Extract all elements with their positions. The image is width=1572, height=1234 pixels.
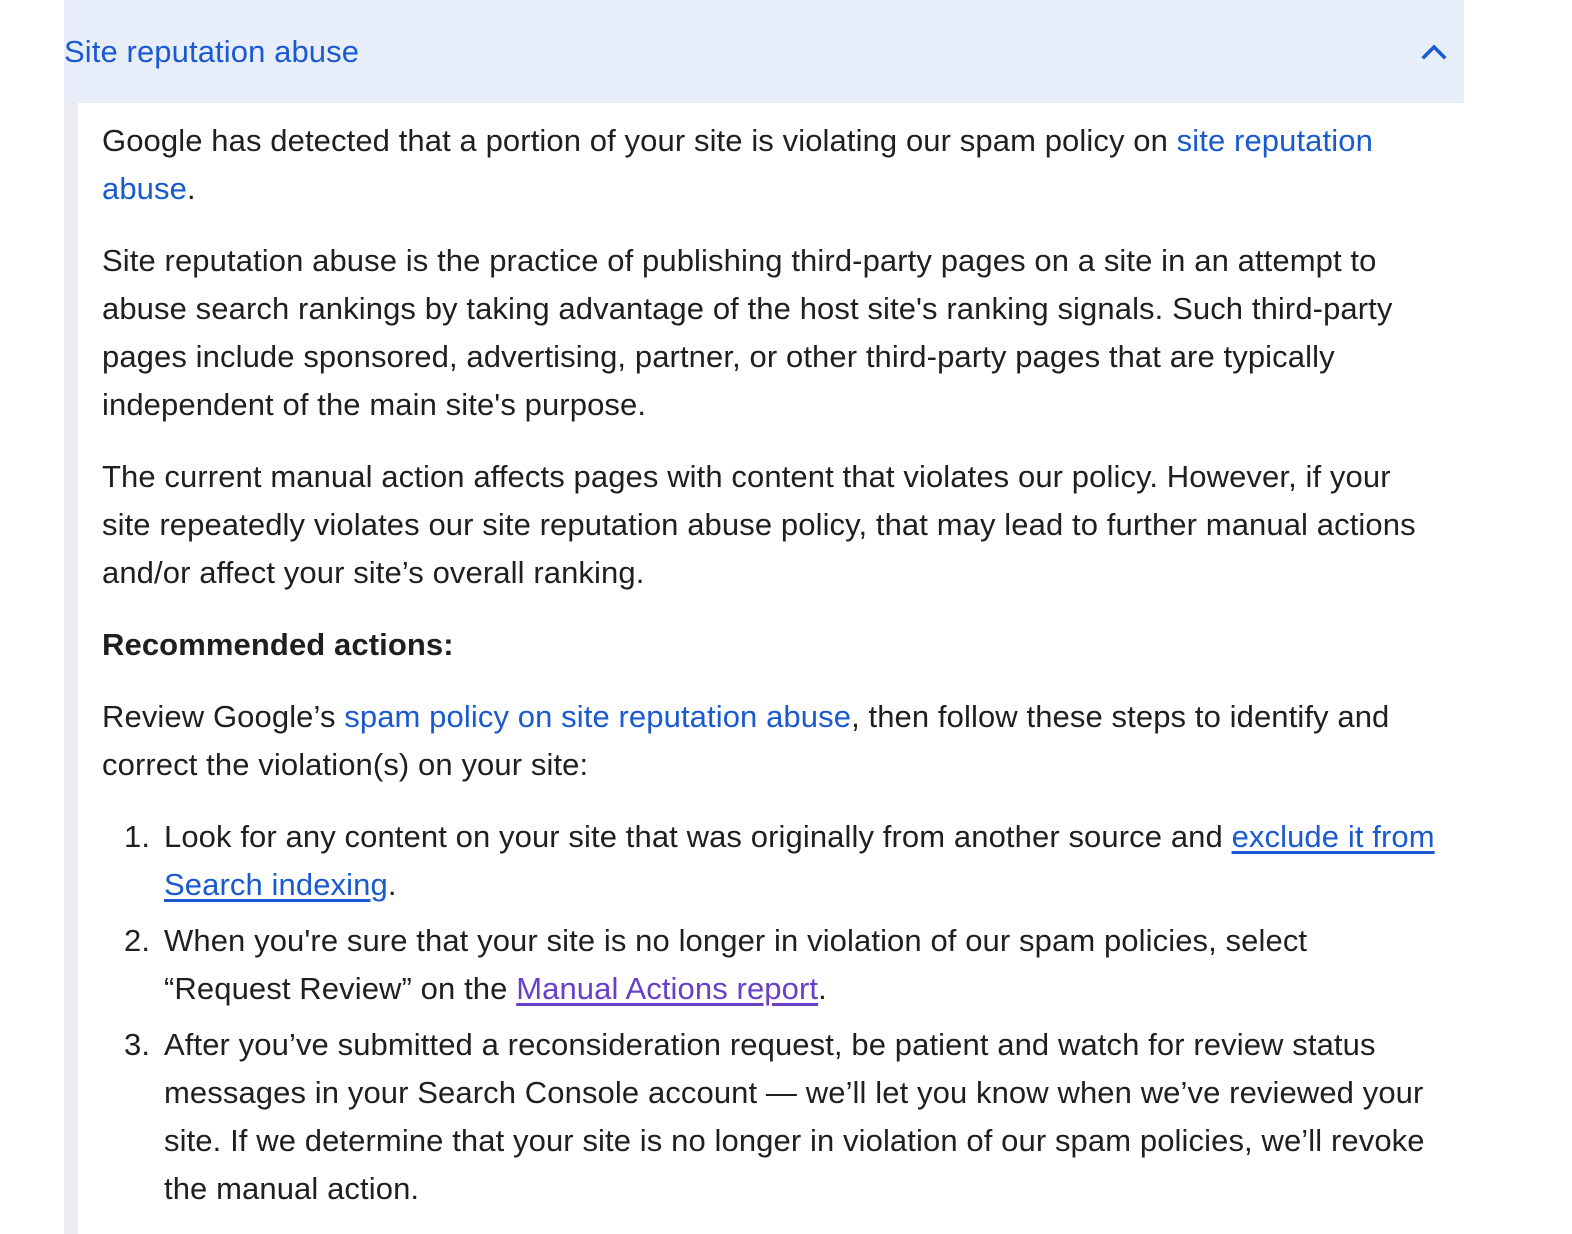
list-item	[124, 813, 1442, 909]
accordion-body	[64, 103, 1464, 1234]
exclude-from-indexing-link[interactable]: exclude it from Search indexing	[164, 819, 1435, 902]
accordion-title[interactable]: Site reputation abuse	[64, 34, 360, 69]
detection-paragraph	[102, 117, 1442, 213]
body-content	[102, 117, 1442, 1221]
step-number: 2.	[124, 923, 151, 958]
accordion-site-reputation-abuse	[64, 0, 1464, 1234]
step-text: After you’ve submitted a reconsideration request, be patient and watch for review status messages in your Search Console account — we’ll let you know when we’ve reviewed your site. If we determine that your site is no longer in violation of our spam policies, we’ll revoke the manual action.	[164, 1027, 1425, 1206]
step-period: .	[387, 867, 397, 902]
detection-text: Google has detected that a portion of your site is violating our spam policy on	[102, 123, 1177, 158]
definition-paragraph: Site reputation abuse is the practice of publishing third-party pages on a site in an attempt to abuse search rankings by taking advantage of the host site's ranking signals. Such third-party pages include sponsored, advertising, partner, or other third-party pages that are typically independent of the main site's purpose.	[102, 243, 1393, 422]
detection-period: .	[186, 171, 196, 206]
spam-policy-link[interactable]: spam policy on site reputation abuse	[344, 699, 852, 734]
review-text-after: , then follow these steps to identify and correct the violation(s) on your site:	[102, 699, 1390, 782]
step-period: .	[818, 971, 827, 1006]
chevron-up-icon[interactable]	[1418, 36, 1450, 68]
recommended-actions-heading: Recommended actions:	[102, 627, 454, 662]
site-reputation-abuse-link[interactable]: site reputation abuse	[102, 123, 1373, 206]
review-paragraph	[102, 693, 1442, 789]
manual-actions-report-link[interactable]: Manual Actions report	[516, 971, 819, 1006]
steps-list	[102, 813, 1442, 1213]
step-text: Look for any content on your site that was originally from another source and	[164, 819, 1232, 854]
list-item	[124, 917, 1442, 1013]
review-text: Review Google’s	[102, 699, 345, 734]
body-left-rule	[64, 103, 78, 1234]
accordion-header[interactable]	[64, 0, 1464, 103]
step-number: 3.	[124, 1027, 151, 1062]
list-item	[124, 1021, 1442, 1213]
step-number: 1.	[124, 819, 151, 854]
impact-paragraph: The current manual action affects pages with content that violates our policy. However, if your site repeatedly violates our site reputation abuse policy, that may lead to further manual actions and/or affect your site’s overall ranking.	[102, 459, 1416, 590]
step-text: When you're sure that your site is no longer in violation of our spam policies, select “Request Review” on the	[164, 923, 1308, 1006]
